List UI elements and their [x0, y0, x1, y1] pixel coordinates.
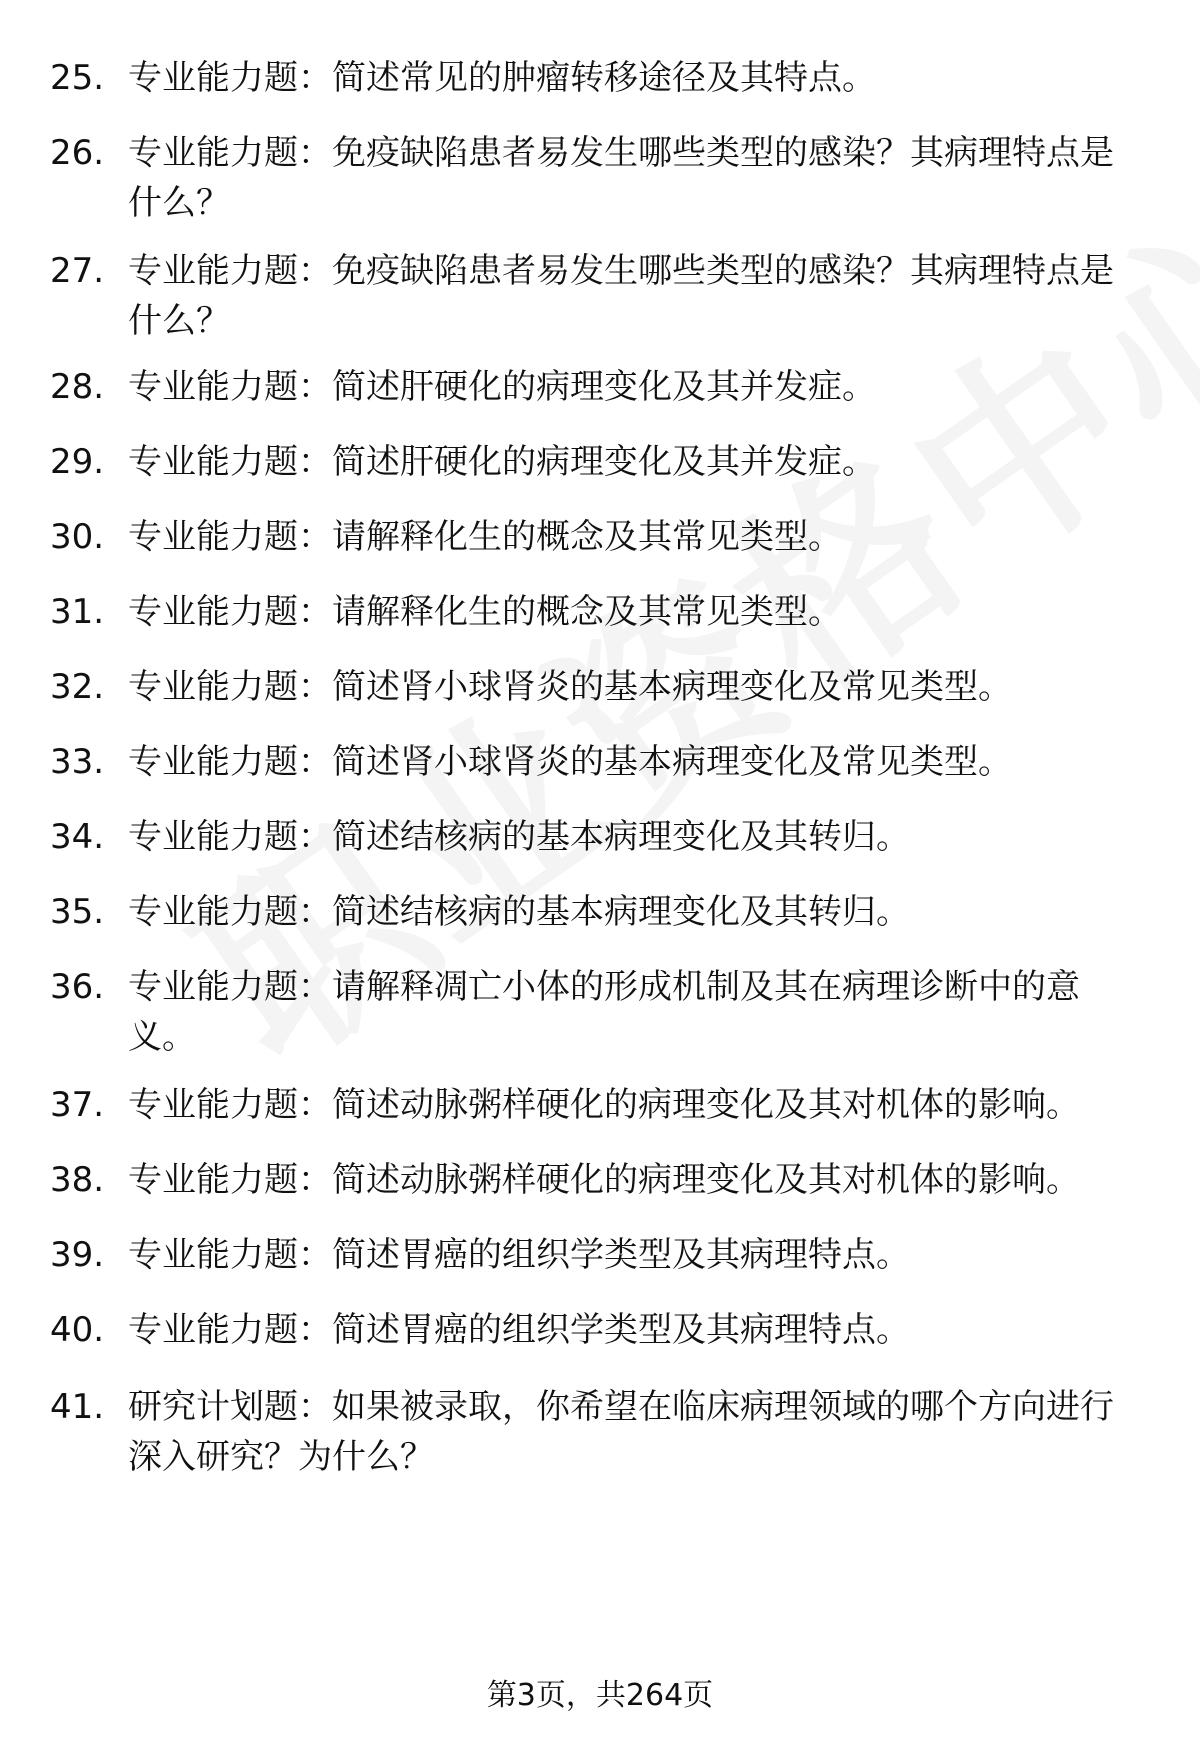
- question-item-33: [50, 737, 1140, 787]
- question-text: 专业能力题：简述肝硬化的病理变化及其并发症。: [128, 442, 876, 482]
- question-number: 33.: [50, 742, 105, 782]
- question-number: 36.: [50, 967, 105, 1007]
- question-text: 专业能力题：请解释化生的概念及其常见类型。: [128, 517, 842, 557]
- question-text: 专业能力题：简述动脉粥样硬化的病理变化及其对机体的影响。: [128, 1160, 1080, 1200]
- question-text: 专业能力题：简述肾小球肾炎的基本病理变化及常见类型。: [128, 667, 1012, 707]
- question-number: 28.: [50, 367, 105, 407]
- question-item-35: [50, 887, 1140, 937]
- question-item-29: [50, 437, 1140, 487]
- question-text: 研究计划题：如果被录取，你希望在临床病理领域的哪个方向进行深入研究？为什么？: [128, 1387, 1114, 1477]
- question-number: 30.: [50, 517, 105, 557]
- question-item-38: [50, 1155, 1140, 1205]
- question-text: 专业能力题：简述动脉粥样硬化的病理变化及其对机体的影响。: [128, 1085, 1080, 1125]
- question-text: 专业能力题：简述结核病的基本病理变化及其转归。: [128, 892, 910, 932]
- question-text: 专业能力题：简述肾小球肾炎的基本病理变化及常见类型。: [128, 742, 1012, 782]
- question-item-25: [50, 53, 1140, 103]
- page-footer: 第3页，共264页: [486, 1678, 714, 1713]
- question-item-30: [50, 512, 1140, 562]
- question-text: 专业能力题：免疫缺陷患者易发生哪些类型的感染？其病理特点是什么？: [128, 251, 1114, 341]
- question-text: 专业能力题：免疫缺陷患者易发生哪些类型的感染？其病理特点是什么？: [128, 133, 1114, 223]
- question-number: 41.: [50, 1387, 105, 1427]
- question-item-34: [50, 812, 1140, 862]
- question-number: 35.: [50, 892, 105, 932]
- question-text: 专业能力题：请解释凋亡小体的形成机制及其在病理诊断中的意义。: [128, 967, 1080, 1057]
- question-text: 专业能力题：简述胃癌的组织学类型及其病理特点。: [128, 1235, 910, 1275]
- question-item-36: [50, 962, 1140, 1062]
- question-number: 34.: [50, 817, 105, 857]
- question-number: 38.: [50, 1160, 105, 1200]
- question-item-28: [50, 362, 1140, 412]
- question-number: 27.: [50, 251, 105, 291]
- question-item-26: [50, 128, 1140, 228]
- question-number: 39.: [50, 1235, 105, 1275]
- question-item-37: [50, 1080, 1140, 1130]
- question-item-31: [50, 587, 1140, 637]
- question-text: 专业能力题：简述结核病的基本病理变化及其转归。: [128, 817, 910, 857]
- question-item-39: [50, 1230, 1140, 1280]
- question-number: 25.: [50, 58, 105, 98]
- question-number: 26.: [50, 133, 105, 173]
- question-number: 37.: [50, 1085, 105, 1125]
- question-number: 40.: [50, 1310, 105, 1350]
- question-text: 专业能力题：请解释化生的概念及其常见类型。: [128, 592, 842, 632]
- question-item-27: [50, 246, 1140, 346]
- question-item-40: [50, 1305, 1140, 1355]
- question-item-41: [50, 1382, 1140, 1482]
- question-number: 31.: [50, 592, 105, 632]
- question-text: 专业能力题：简述胃癌的组织学类型及其病理特点。: [128, 1310, 910, 1350]
- question-text: 专业能力题：简述常见的肿瘤转移途径及其特点。: [128, 58, 876, 98]
- question-text: 专业能力题：简述肝硬化的病理变化及其并发症。: [128, 367, 876, 407]
- question-item-32: [50, 662, 1140, 712]
- question-number: 29.: [50, 442, 105, 482]
- question-number: 32.: [50, 667, 105, 707]
